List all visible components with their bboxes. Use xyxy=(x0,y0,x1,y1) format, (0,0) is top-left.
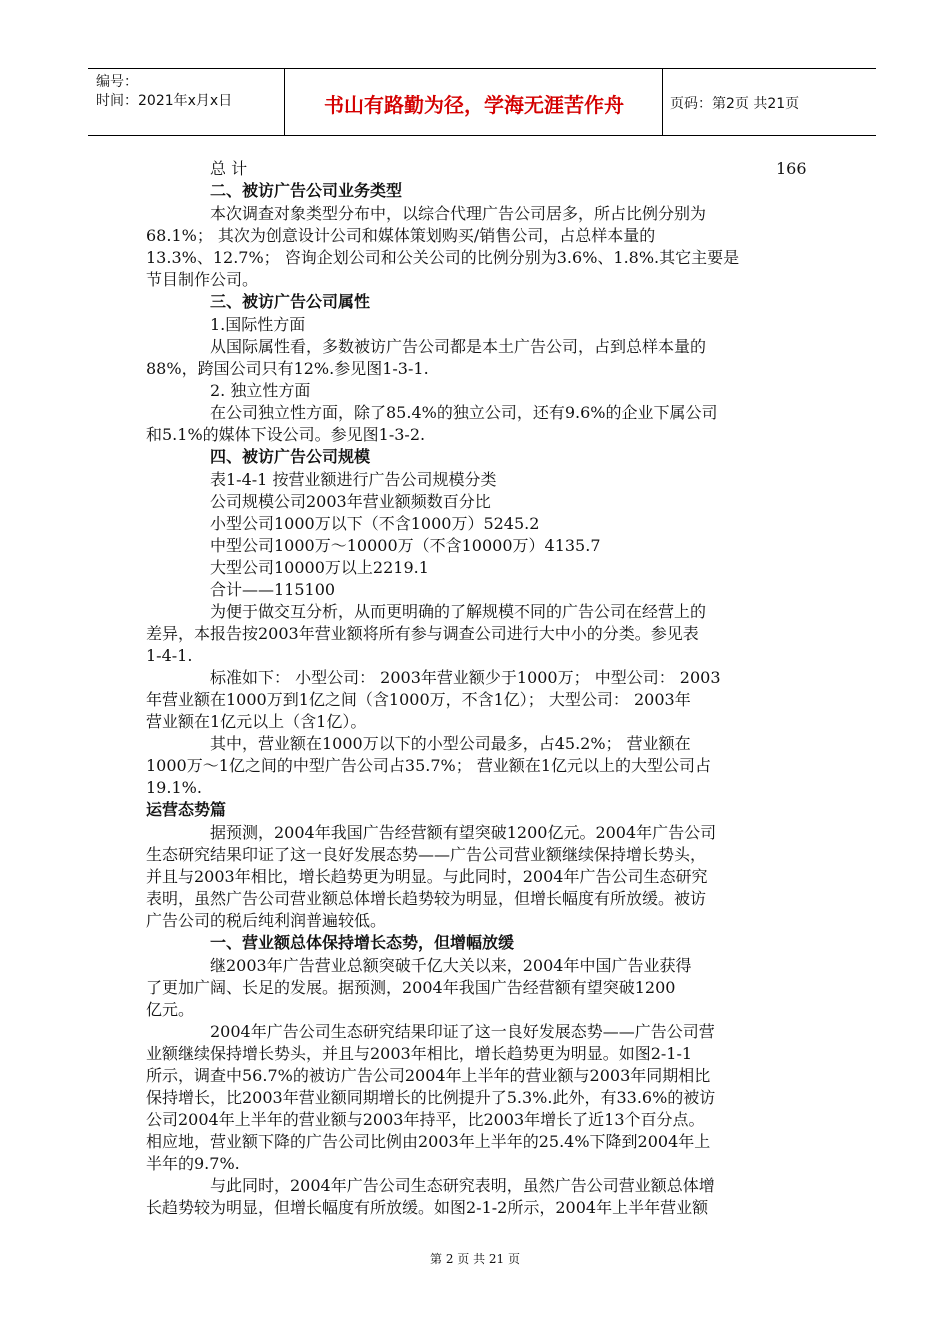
table-row: 中型公司1000万～10000万（不含10000万）4135.7 xyxy=(210,536,601,555)
divider xyxy=(284,69,285,135)
total-label: 总 计 xyxy=(210,159,248,178)
section-heading: 运营态势篇 xyxy=(146,800,227,819)
time-label: 时间：2021年x月x日 xyxy=(96,93,233,109)
paragraph-line: 所示，调查中56.7%的被访广告公司2004年上半年的营业额与2003年同期相比 xyxy=(146,1066,711,1085)
paragraph-line: 生态研究结果印证了这一良好发展态势——广告公司营业额继续保持增长势头， xyxy=(146,845,707,864)
table-row: 合计——115100 xyxy=(210,580,336,599)
paragraph-line: 标准如下： 小型公司： 2003年营业额少于1000万； 中型公司： 2003 xyxy=(210,668,721,687)
paragraph-line: 广告公司的税后纯利润普遍较低。 xyxy=(146,911,387,930)
paragraph-line: 68.1%； 其次为创意设计公司和媒体策划购买/销售公司，占总样本量的 xyxy=(146,226,656,245)
paragraph-line: 13.3%、12.7%； 咨询企划公司和公关公司的比例分别为3.6%、1.8%.其它主要是 xyxy=(146,248,740,267)
section-heading: 三、被访广告公司属性 xyxy=(210,292,371,311)
divider xyxy=(662,69,663,135)
section-heading: 一、营业额总体保持增长态势，但增幅放缓 xyxy=(210,933,515,952)
paragraph-line: 长趋势较为明显，但增长幅度有所放缓。如图2-1-2所示，2004年上半年营业额 xyxy=(146,1198,709,1217)
paragraph-line: 88%，跨国公司只有12%.参见图1-3-1. xyxy=(146,359,429,378)
page-header xyxy=(88,68,876,136)
number-label: 编号： xyxy=(96,74,138,90)
paragraph-line: 年营业额在1000万到1亿之间（含1000万，不含1亿）； 大型公司： 2003年 xyxy=(146,690,691,709)
paragraph-line: 保持增长，比2003年营业额同期增长的比例提升了5.3%.此外，有33.6%的被访 xyxy=(146,1088,716,1107)
paragraph-line: 继2003年广告营业总额突破千亿大关以来，2004年中国广告业获得 xyxy=(210,956,692,975)
paragraph-line: 为便于做交互分析，从而更明确的了解规模不同的广告公司在经营上的 xyxy=(210,602,707,621)
paragraph-line: 亿元。 xyxy=(146,1000,195,1019)
paragraph-line: 表明，虽然广告公司营业额总体增长趋势较为明显，但增长幅度有所放缓。被访 xyxy=(146,889,707,908)
paragraph-line: 2. 独立性方面 xyxy=(210,381,311,400)
paragraph-line: 相应地，营业额下降的广告公司比例由2003年上半年的25.4%下降到2004年上 xyxy=(146,1132,711,1151)
section-heading: 四、被访广告公司规模 xyxy=(210,447,371,466)
paragraph-line: 半年的9.7%. xyxy=(146,1154,240,1173)
paragraph-line: 营业额在1亿元以上（含1亿）。 xyxy=(146,712,367,731)
section-heading: 二、被访广告公司业务类型 xyxy=(210,181,403,200)
paragraph-line: 19.1%. xyxy=(146,778,202,797)
paragraph-line: 和5.1%的媒体下设公司。参见图1-3-2. xyxy=(146,425,426,444)
motto: 书山有路勤为径，学海无涯苦作舟 xyxy=(324,93,624,117)
page-info: 页码：第2页 共21页 xyxy=(670,96,800,112)
paragraph-line: 在公司独立性方面，除了85.4%的独立公司，还有9.6%的企业下属公司 xyxy=(210,403,718,422)
total-value: 166 xyxy=(776,159,807,178)
page-footer: 第 2 页 共 21 页 xyxy=(430,1252,520,1266)
table-row: 公司规模公司2003年营业额频数百分比 xyxy=(210,492,491,511)
table-caption: 表1-4-1 按营业额进行广告公司规模分类 xyxy=(210,470,497,489)
paragraph-line: 节目制作公司。 xyxy=(146,270,259,289)
paragraph-line: 1000万～1亿之间的中型广告公司占35.7%； 营业额在1亿元以上的大型公司占 xyxy=(146,756,711,775)
paragraph-line: 并且与2003年相比，增长趋势更为明显。与此同时，2004年广告公司生态研究 xyxy=(146,867,708,886)
paragraph-line: 1-4-1. xyxy=(146,646,193,665)
paragraph-line: 其中，营业额在1000万以下的小型公司最多，占45.2%； 营业额在 xyxy=(210,734,691,753)
paragraph-line: 差异，本报告按2003年营业额将所有参与调查公司进行大中小的分类。参见表 xyxy=(146,624,699,643)
paragraph-line: 本次调查对象类型分布中，以综合代理广告公司居多，所占比例分别为 xyxy=(210,204,707,223)
table-row: 大型公司10000万以上2219.1 xyxy=(210,558,429,577)
table-row: 小型公司1000万以下（不含1000万）5245.2 xyxy=(210,514,540,533)
paragraph-line: 与此同时，2004年广告公司生态研究表明，虽然广告公司营业额总体增 xyxy=(210,1176,715,1195)
paragraph-line: 公司2004年上半年的营业额与2003年持平，比2003年增长了近13个百分点。 xyxy=(146,1110,705,1129)
paragraph-line: 1.国际性方面 xyxy=(210,315,306,334)
paragraph-line: 从国际属性看，多数被访广告公司都是本土广告公司，占到总样本量的 xyxy=(210,337,707,356)
paragraph-line: 据预测，2004年我国广告经营额有望突破1200亿元。2004年广告公司 xyxy=(210,823,717,842)
header-left xyxy=(96,73,232,111)
paragraph-line: 了更加广阔、长足的发展。据预测，2004年我国广告经营额有望突破1200 xyxy=(146,978,676,997)
paragraph-line: 2004年广告公司生态研究结果印证了这一良好发展态势——广告公司营 xyxy=(210,1022,715,1041)
paragraph-line: 业额继续保持增长势头，并且与2003年相比，增长趋势更为明显。如图2-1-1 xyxy=(146,1044,693,1063)
